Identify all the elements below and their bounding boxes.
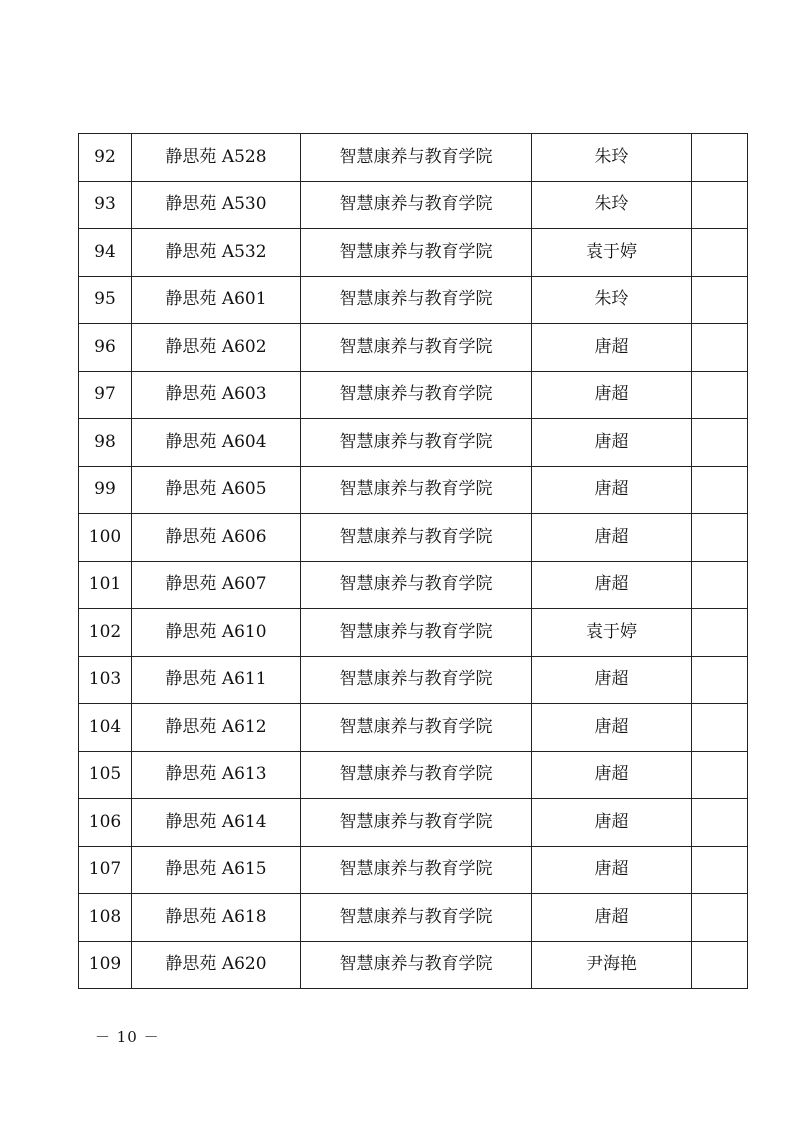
row-number-cell: 102 [79, 609, 132, 657]
table-row [79, 181, 748, 229]
dorm-assignment-table [78, 133, 748, 989]
note-cell [692, 514, 748, 562]
row-number-cell: 99 [79, 466, 132, 514]
table-row [79, 514, 748, 562]
table-row [79, 419, 748, 467]
room-cell: 静思苑 A601 [132, 276, 301, 324]
note-cell [692, 419, 748, 467]
note-cell [692, 181, 748, 229]
contact-person-cell: 袁于婷 [532, 609, 692, 657]
room-cell: 静思苑 A602 [132, 324, 301, 372]
room-cell: 静思苑 A618 [132, 894, 301, 942]
college-cell: 智慧康养与教育学院 [301, 799, 532, 847]
college-cell: 智慧康养与教育学院 [301, 276, 532, 324]
contact-person-cell: 唐超 [532, 894, 692, 942]
college-cell: 智慧康养与教育学院 [301, 561, 532, 609]
contact-person-cell: 唐超 [532, 371, 692, 419]
contact-person-cell: 唐超 [532, 514, 692, 562]
table-body [79, 134, 748, 989]
contact-person-cell: 袁于婷 [532, 229, 692, 277]
college-cell: 智慧康养与教育学院 [301, 181, 532, 229]
room-cell: 静思苑 A607 [132, 561, 301, 609]
room-cell: 静思苑 A615 [132, 846, 301, 894]
college-cell: 智慧康养与教育学院 [301, 324, 532, 372]
college-cell: 智慧康养与教育学院 [301, 846, 532, 894]
note-cell [692, 609, 748, 657]
table-row [79, 561, 748, 609]
row-number-cell: 104 [79, 704, 132, 752]
college-cell: 智慧康养与教育学院 [301, 894, 532, 942]
room-cell: 静思苑 A530 [132, 181, 301, 229]
contact-person-cell: 唐超 [532, 799, 692, 847]
table-row [79, 751, 748, 799]
table-row [79, 324, 748, 372]
row-number-cell: 98 [79, 419, 132, 467]
note-cell [692, 371, 748, 419]
contact-person-cell: 唐超 [532, 751, 692, 799]
table-row [79, 609, 748, 657]
college-cell: 智慧康养与教育学院 [301, 941, 532, 989]
note-cell [692, 799, 748, 847]
table-row [79, 846, 748, 894]
contact-person-cell: 唐超 [532, 419, 692, 467]
note-cell [692, 466, 748, 514]
row-number-cell: 107 [79, 846, 132, 894]
row-number-cell: 95 [79, 276, 132, 324]
note-cell [692, 324, 748, 372]
room-cell: 静思苑 A614 [132, 799, 301, 847]
table-row [79, 371, 748, 419]
contact-person-cell: 朱玲 [532, 134, 692, 182]
row-number-cell: 108 [79, 894, 132, 942]
note-cell [692, 941, 748, 989]
table-row [79, 656, 748, 704]
contact-person-cell: 唐超 [532, 561, 692, 609]
table-row [79, 704, 748, 752]
room-cell: 静思苑 A611 [132, 656, 301, 704]
note-cell [692, 561, 748, 609]
note-cell [692, 229, 748, 277]
note-cell [692, 656, 748, 704]
contact-person-cell: 唐超 [532, 656, 692, 704]
table-row [79, 894, 748, 942]
row-number-cell: 105 [79, 751, 132, 799]
college-cell: 智慧康养与教育学院 [301, 419, 532, 467]
note-cell [692, 894, 748, 942]
college-cell: 智慧康养与教育学院 [301, 751, 532, 799]
row-number-cell: 94 [79, 229, 132, 277]
college-cell: 智慧康养与教育学院 [301, 656, 532, 704]
contact-person-cell: 唐超 [532, 846, 692, 894]
college-cell: 智慧康养与教育学院 [301, 371, 532, 419]
contact-person-cell: 朱玲 [532, 181, 692, 229]
row-number-cell: 97 [79, 371, 132, 419]
row-number-cell: 101 [79, 561, 132, 609]
room-cell: 静思苑 A603 [132, 371, 301, 419]
table-row [79, 941, 748, 989]
table-row [79, 466, 748, 514]
page-number: － 10 － [95, 1028, 160, 1046]
contact-person-cell: 唐超 [532, 466, 692, 514]
room-cell: 静思苑 A613 [132, 751, 301, 799]
college-cell: 智慧康养与教育学院 [301, 466, 532, 514]
contact-person-cell: 朱玲 [532, 276, 692, 324]
row-number-cell: 100 [79, 514, 132, 562]
note-cell [692, 704, 748, 752]
college-cell: 智慧康养与教育学院 [301, 514, 532, 562]
table-row [79, 799, 748, 847]
table-row [79, 134, 748, 182]
college-cell: 智慧康养与教育学院 [301, 704, 532, 752]
row-number-cell: 93 [79, 181, 132, 229]
contact-person-cell: 尹海艳 [532, 941, 692, 989]
note-cell [692, 134, 748, 182]
row-number-cell: 96 [79, 324, 132, 372]
college-cell: 智慧康养与教育学院 [301, 609, 532, 657]
room-cell: 静思苑 A604 [132, 419, 301, 467]
room-cell: 静思苑 A612 [132, 704, 301, 752]
room-cell: 静思苑 A528 [132, 134, 301, 182]
row-number-cell: 109 [79, 941, 132, 989]
contact-person-cell: 唐超 [532, 324, 692, 372]
college-cell: 智慧康养与教育学院 [301, 229, 532, 277]
row-number-cell: 92 [79, 134, 132, 182]
note-cell [692, 846, 748, 894]
room-cell: 静思苑 A620 [132, 941, 301, 989]
room-cell: 静思苑 A605 [132, 466, 301, 514]
note-cell [692, 751, 748, 799]
room-cell: 静思苑 A610 [132, 609, 301, 657]
note-cell [692, 276, 748, 324]
table-row [79, 229, 748, 277]
row-number-cell: 103 [79, 656, 132, 704]
room-cell: 静思苑 A532 [132, 229, 301, 277]
college-cell: 智慧康养与教育学院 [301, 134, 532, 182]
row-number-cell: 106 [79, 799, 132, 847]
contact-person-cell: 唐超 [532, 704, 692, 752]
table-row [79, 276, 748, 324]
room-cell: 静思苑 A606 [132, 514, 301, 562]
